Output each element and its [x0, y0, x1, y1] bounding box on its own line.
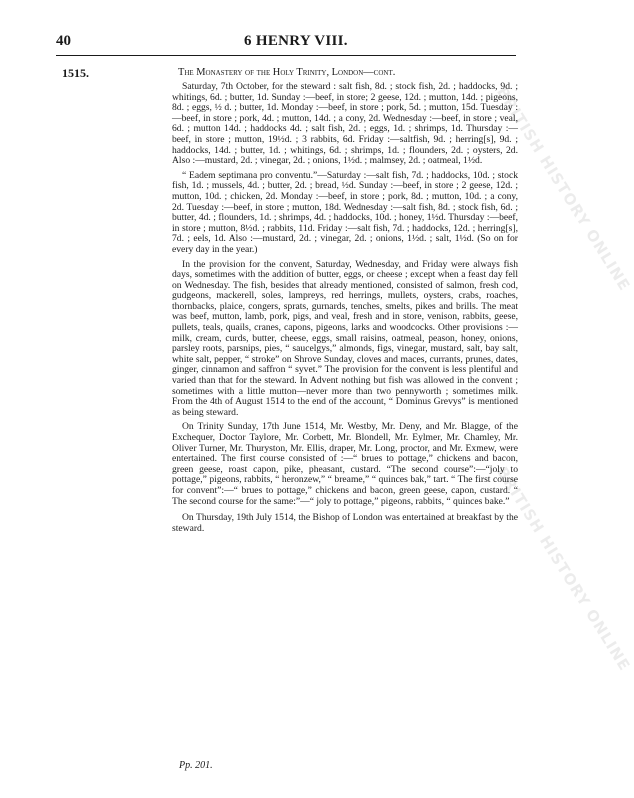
- paragraph-bishop-breakfast: On Thursday, 19th July 1514, the Bishop of London was entertained at breakfast by the steward.: [172, 512, 518, 534]
- running-title: 6 HENRY VIII.: [244, 33, 348, 49]
- paragraph-convent-week: “ Eadem septimana pro conventu.”—Saturday :—salt fish, 7d. ; haddocks, 10d. ; stock fish, 1d. ; mussels, 4d. ; butter, 2d. ; bread, ½d. Sunday :—beef, in store ; 2 geese, 12d. ; mutton, 10d. ; chicken, 2d. Monday :—beef, in store ; pork, 8d. ; mutton, 10d. ; a cony, 2d. Tuesday :—beef, in store ; mutton, 18d. Wednesday :—salt fish, 8d. ; stock fish, 6d. ; butter, 4d. ; flounders, 1d. ; shrimps, 4d. ; haddocks, 10d. ; honey, 1½d. Thursday :—beef, in store ; mutton, 8½d. ; rabbits, 11d. Friday :—salt fish, 7d. ; haddocks, 12d. ; herring[s], 7d. ; eels, 1d. Also :—mustard, 2d. ; vinegar, 2d. ; onions, 1½d. ; salt, 1½d. (So on for every day in the year.): [172, 169, 518, 255]
- section-heading: The Monastery of the Holy Trinity, London—cont.: [178, 67, 396, 78]
- header-rule: [56, 55, 516, 56]
- watermark-bottom: BRITISH HISTORY ONLINE: [493, 463, 634, 675]
- margin-year: 1515.: [62, 66, 89, 80]
- paragraph-steward-week: Saturday, 7th October, for the steward : salt fish, 8d. ; stock fish, 2d. ; haddocks, 9d. ; whitings, 6d. ; butter, 1d. Sunday :—beef, in store; 2 geese, 12d. ; mutton, 14d. ; pigeons, 8d. ; eggs, ½ d. ; butter, 1d. Monday :—beef, in store ; pork, 5d. ; mutton, 15d. Tuesday :—beef, in store ; pork, 4d. ; mutton, 14d. ; a cony, 2d. Wednesday :—beef, in store ; veal, 6d. ; mutton 14d. ; haddocks 4d. ; salt fish, 2d. ; eggs, 1d. ; shrimps, 1d. Thursday :—beef, in store ; mutton, 19½d. ; 3 rabbits, 6d. Friday :—saltfish, 9d. ; herring[s], 9d. ; haddocks, 14d. ; butter, 1d. ; whitings, 6d. ; shrimps, 1d. ; flounders, 2d. ; oysters, 2d. Also :—mustard, 2d. ; vinegar, 2d. ; onions, 1½d. ; malmsey, 2d. ; oatmeal, 1½d.: [172, 81, 518, 167]
- watermark-top: BRITISH HISTORY ONLINE: [493, 83, 634, 295]
- page-reference: Pp. 201.: [179, 760, 213, 771]
- paragraph-provisions: In the provision for the convent, Saturday, Wednesday, and Friday were always fish days, sometimes with the addition of butter, eggs, or cheese ; except when a feast day fell on Wednesday. The fish, besides that already mentioned, consisted of salmon, fresh cod, gudgeons, mackerell, soles, lampreys, red herrings, mullets, oysters, crabs, roaches, thornbacks, plaice, congers, sprats, gurnards, tenches, smelts, pikes and brills. The meat was beef, mutton, lamb, pork, pigs, and veal, fresh and in store, venison, rabbits, geese, pullets, teals, quails, cranes, capons, pigeons, larks and woodcocks. Other provisions :—milk, cream, curds, butter, cheese, eggs, small raisins, oatmeal, peason, honey, onions, parsley roots, parsnips, pies, “ saucelgys,” almonds, figs, vinegar, mustard, salt, bay salt, white salt, pepper, “ stroke” on Shrove Sunday, cloves and maces, currants, prunes, dates, ginger, cinnamon and saffron “ syvet.” The provision for the convent is less plentiful and varied than that for the steward. In Advent nothing but fish was allowed in the convent ; sometimes with a little mutton—never more than two pennyworth ; sometimes milk. From the 4th of August 1514 to the end of the account, “ Dominus Grevys” is mentioned as being steward.: [172, 258, 518, 418]
- body-text: [172, 67, 518, 538]
- page-number: 40: [56, 33, 71, 49]
- paragraph-trinity-sunday: On Trinity Sunday, 17th June 1514, Mr. Westby, Mr. Deny, and Mr. Blagge, of the Exchequer, Doctor Taylore, Mr. Corbett, Mr. Blondell, Mr. Eylmer, Mr. Chamley, Mr. Oliver Turner, Mr. Thuryston, Mr. Ellis, draper, Mr. Long, proctor, and Mr. Exmew, were entertained. The first course consisted of :—“ brues to pottage,” chickens and bacon, green geese, roast capon, pike, pheasant, custard. “The second course”:—“joly to pottage,” pigeons, rabbits, “ heronzew,” “ breame,” “ quinces bak,” tart. “ The first course for convent”:—“ brues to pottage,” chickens and bacon, green geese, capon, custard. “ The second course for the same:”—“ joly to pottage,” pigeons, rabbits, “ quinces bake.”: [172, 421, 518, 507]
